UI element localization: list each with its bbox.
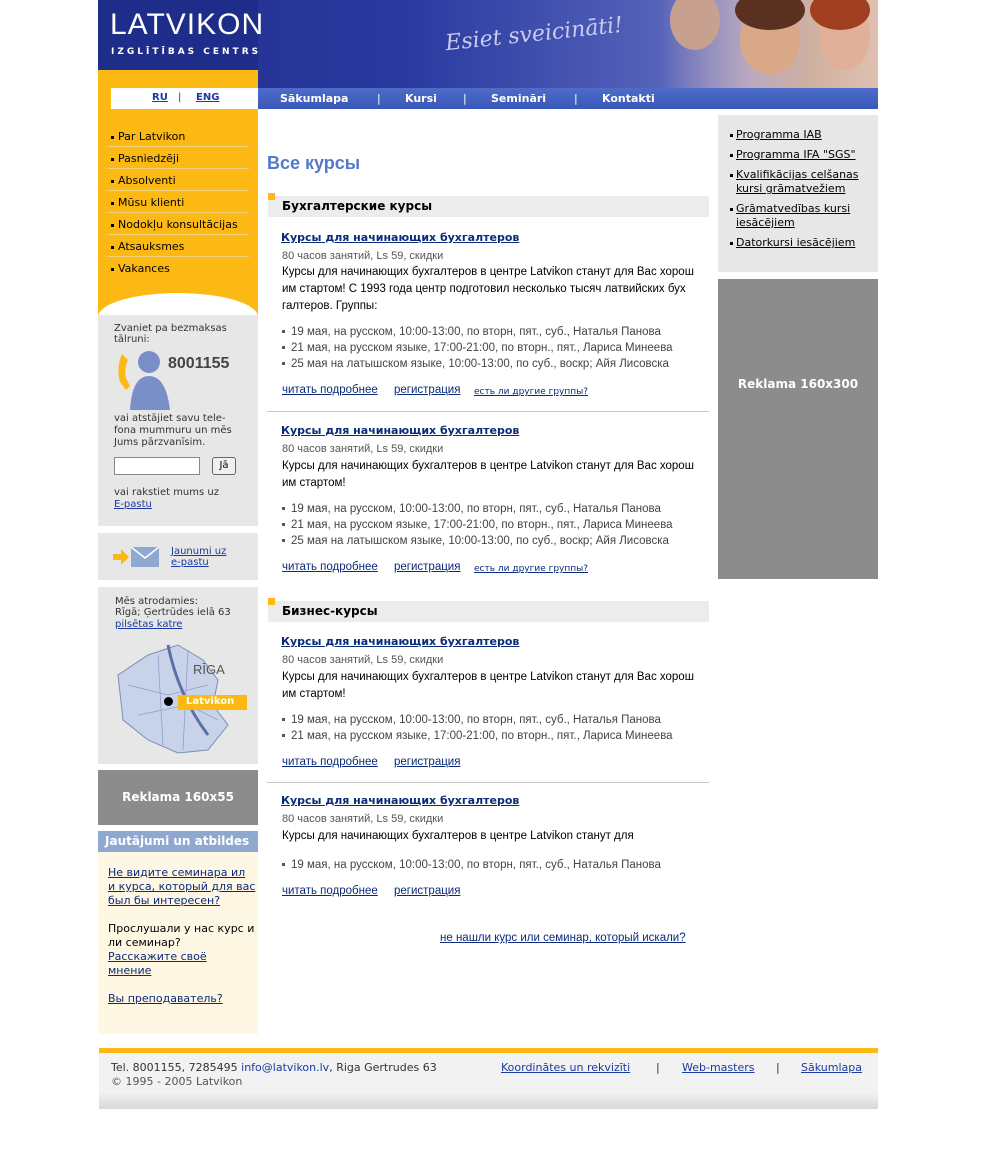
call-text: Jums pārzvanīsim. (114, 437, 206, 448)
left-menu-label: Nodokļu konsultācijas (118, 218, 238, 231)
group-text: 25 мая на латышском языке, 10:00-13:00, по суб., воскр; Айя Лисовска (291, 535, 669, 547)
bullet-icon (282, 330, 285, 333)
nav-seminars[interactable]: Semināri (491, 92, 547, 105)
right-link[interactable]: Grāmatvedības kursi iesācējiem (736, 202, 851, 229)
read-more-link[interactable]: читать подробнее (282, 885, 378, 897)
map-pin-label: Latvikon (178, 695, 247, 710)
course-group (282, 503, 661, 515)
course-title-link[interactable]: Курсы для начинающих бухгалтеров (281, 635, 520, 648)
other-groups-link[interactable]: есть ли другие группы? (474, 564, 589, 574)
other-groups-link[interactable]: есть ли другие группы? (474, 387, 589, 397)
call-text: tālruni: (114, 334, 150, 345)
not-found-link[interactable]: не нашли курс или семинар, который искали? (440, 932, 686, 944)
page-title: Все курсы (267, 153, 361, 173)
phone-input[interactable] (114, 457, 200, 475)
lang-ru-link[interactable]: RU (152, 92, 168, 103)
nav-contacts[interactable]: Kontakti (602, 92, 655, 105)
course-group (282, 519, 673, 531)
bullet-icon (111, 136, 114, 139)
faq-link[interactable]: Не видите семинара ил (108, 866, 246, 879)
footer (99, 1053, 878, 1109)
bullet-icon (111, 268, 114, 271)
group-text: 19 мая, на русском, 10:00-13:00, по вторн, пят., суб., Наталья Панова (291, 859, 661, 871)
right-link-item (730, 128, 870, 142)
course-description: галтеров. Группы: (282, 300, 378, 312)
left-menu-item[interactable] (107, 191, 249, 213)
footer-email-link[interactable]: info@latvikon.lv (241, 1061, 330, 1074)
read-more-link[interactable]: читать подробнее (282, 756, 378, 768)
right-link-item (730, 148, 870, 162)
course-meta: 80 часов занятий, Ls 59, скидки (282, 813, 444, 825)
right-link-item (730, 202, 870, 230)
nav-courses[interactable]: Kursi (405, 92, 437, 105)
faq-title: Jautājumi un atbildes (98, 831, 258, 852)
faq-link[interactable]: Вы преподаватель? (108, 992, 223, 1005)
bullet-icon (111, 246, 114, 249)
footer-link-home[interactable]: Sākumlapa (801, 1061, 862, 1074)
bullet-icon (111, 202, 114, 205)
phone-number: 8001155 (168, 355, 230, 372)
right-link[interactable]: Programma IFA "SGS" (736, 148, 856, 161)
bullet-icon (282, 507, 285, 510)
course-description: Курсы для начинающих бухгалтеров в центре Latvikon станут для Вас хорош (282, 266, 694, 278)
newsletter-box (98, 533, 258, 580)
right-link[interactable]: Programma IAB (736, 128, 822, 141)
bullet-icon (282, 346, 285, 349)
group-text: 19 мая, на русском, 10:00-13:00, по вторн, пят., суб., Наталья Панова (291, 714, 661, 726)
left-menu-item[interactable] (107, 213, 249, 235)
footer-contacts (111, 1061, 437, 1074)
course-description: Курсы для начинающих бухгалтеров в центре Latvikon станут для Вас хорош (282, 460, 694, 472)
main-nav (258, 88, 878, 109)
right-link-item (730, 236, 870, 250)
bullet-icon (730, 208, 733, 211)
right-link-item (730, 168, 870, 196)
location-box (98, 587, 258, 764)
nav-home[interactable]: Sākumlapa (280, 92, 349, 105)
left-menu-item[interactable] (107, 235, 249, 257)
left-menu-item[interactable] (107, 125, 249, 147)
footer-link-coordinates[interactable]: Koordinātes un rekvizīti (501, 1061, 631, 1074)
course-group (282, 730, 673, 742)
course-group (282, 342, 673, 354)
course-description: им стартом! (282, 477, 346, 489)
ad-banner-small[interactable]: Reklama 160x55 (98, 770, 258, 825)
bullet-icon (730, 174, 733, 177)
group-text: 21 мая, на русском языке, 17:00-21:00, по вторн., пят., Лариса Минеева (291, 519, 673, 531)
bullet-icon (282, 734, 285, 737)
footer-link-webmasters[interactable]: Web-masters (682, 1061, 755, 1074)
email-link[interactable]: E-pastu (114, 499, 152, 510)
course-meta: 80 часов занятий, Ls 59, скидки (282, 250, 444, 262)
group-text: 19 мая, на русском, 10:00-13:00, по вторн, пят., суб., Наталья Панова (291, 326, 661, 338)
bullet-icon (111, 180, 114, 183)
bullet-icon (730, 242, 733, 245)
footer-separator: | (656, 1061, 660, 1074)
nav-separator: | (377, 92, 381, 105)
course-group (282, 859, 661, 871)
read-more-link[interactable]: читать подробнее (282, 384, 378, 396)
call-text: vai rakstiet mums uz (114, 487, 219, 498)
newsletter-link[interactable]: e-pastu (171, 557, 209, 568)
bullet-icon (111, 158, 114, 161)
read-more-link[interactable]: читать подробнее (282, 561, 378, 573)
left-menu-label: Vakances (118, 262, 170, 275)
call-text: Zvaniet pa bezmaksas (114, 323, 227, 334)
faq-text: Прослушали у нас курс и (108, 922, 255, 935)
footer-copyright: © 1995 - 2005 Latvikon (111, 1075, 243, 1088)
call-text: vai atstājiet savu tele- (114, 413, 226, 424)
bullet-icon (282, 539, 285, 542)
footer-separator: | (776, 1061, 780, 1074)
course-title-link[interactable]: Курсы для начинающих бухгалтеров (281, 794, 520, 807)
phone-person-icon (114, 348, 174, 410)
left-menu-label: Absolventi (118, 174, 176, 187)
footer-address: , Riga Gertrudes 63 (329, 1061, 437, 1074)
nav-separator: | (574, 92, 578, 105)
course-description: им стартом! (282, 688, 346, 700)
section-title: Бизнес-курсы (282, 604, 378, 618)
map-city-label: RĪGA (193, 662, 225, 677)
bullet-icon (730, 154, 733, 157)
course-description: Курсы для начинающих бухгалтеров в центре Latvikon станут для (282, 830, 634, 842)
bullet-icon (730, 134, 733, 137)
section-header (268, 196, 709, 217)
group-text: 21 мая, на русском языке, 17:00-21:00, по вторн., пят., Лариса Минеева (291, 342, 673, 354)
divider (267, 411, 709, 412)
group-text: 19 мая, на русском, 10:00-13:00, по вторн, пят., суб., Наталья Панова (291, 503, 661, 515)
bullet-icon (111, 224, 114, 227)
faq-link[interactable]: и курса, который для вас (108, 880, 256, 893)
register-link[interactable]: регистрация (394, 756, 461, 768)
city-map-link[interactable]: pilsētas katre (115, 619, 183, 630)
course-meta: 80 часов занятий, Ls 59, скидки (282, 443, 444, 455)
left-menu-label: Atsauksmes (118, 240, 185, 253)
course-group (282, 535, 669, 547)
submit-phone-button[interactable]: Jā (212, 457, 236, 475)
left-menu-item[interactable] (107, 147, 249, 169)
envelope-icon (131, 547, 159, 567)
faq-text: ли семинар? (108, 936, 181, 949)
course-group (282, 326, 661, 338)
section-header (268, 601, 709, 622)
divider (267, 782, 709, 783)
course-group (282, 714, 661, 726)
ad-banner-large[interactable]: Reklama 160x300 (718, 279, 878, 579)
course-description: им стартом! С 1993 года центр подготовил несколько тысяч латвийских бух (282, 283, 686, 295)
faq-link[interactable]: был бы интересен? (108, 894, 221, 907)
group-text: 25 мая на латышском языке, 10:00-13:00, по суб., воскр; Айя Лисовска (291, 358, 669, 370)
lang-eng-link[interactable]: ENG (196, 92, 220, 103)
lang-separator: | (178, 92, 182, 103)
right-link[interactable]: Datorkursi iesācējiem (736, 236, 856, 249)
bullet-icon (282, 362, 285, 365)
call-back-box (98, 315, 258, 526)
bullet-icon (282, 718, 285, 721)
left-menu-item[interactable] (107, 169, 249, 191)
course-description: Курсы для начинающих бухгалтеров в центре Latvikon станут для Вас хорош (282, 671, 694, 683)
map-pin-icon (164, 697, 173, 706)
bullet-icon (282, 523, 285, 526)
newsletter-link[interactable]: Jaunumi uz (171, 546, 227, 557)
faq-link[interactable]: Расскажите своё (108, 950, 207, 963)
language-switcher (111, 88, 258, 109)
faq-link[interactable]: мнение (108, 964, 152, 977)
course-title-link[interactable]: Курсы для начинающих бухгалтеров (281, 424, 520, 437)
left-menu-label: Mūsu klienti (118, 196, 185, 209)
course-title-link[interactable]: Курсы для начинающих бухгалтеров (281, 231, 520, 244)
location-text: Mēs atrodamies: (115, 596, 198, 607)
section-square-icon (268, 598, 275, 605)
left-menu-item[interactable] (107, 257, 249, 279)
register-link[interactable]: регистрация (394, 561, 461, 573)
location-text: Rīgā; Ģertrūdes ielā 63 (115, 607, 231, 618)
right-link[interactable]: Kvalifikācijas celšanas kursi grāmatvežiem (736, 168, 859, 195)
logo[interactable]: LATVIKON (110, 8, 265, 41)
course-group (282, 358, 669, 370)
tagline: Esiet sveicināti! (444, 12, 625, 57)
section-square-icon (268, 193, 275, 200)
left-menu-label: Par Latvikon (118, 130, 186, 143)
group-text: 21 мая, на русском языке, 17:00-21:00, по вторн., пят., Лариса Минеева (291, 730, 673, 742)
arrow-right-icon (113, 549, 129, 565)
nav-separator: | (463, 92, 467, 105)
left-menu-label: Pasniedzēji (118, 152, 180, 165)
footer-phone: Tel. 8001155, 7285495 (111, 1061, 242, 1074)
register-link[interactable]: регистрация (394, 384, 461, 396)
section-title: Бухгалтерские курсы (282, 199, 433, 213)
header-photo (660, 0, 878, 88)
call-text: fona mummuru un mēs (114, 425, 232, 436)
course-meta: 80 часов занятий, Ls 59, скидки (282, 654, 444, 666)
bullet-icon (282, 863, 285, 866)
register-link[interactable]: регистрация (394, 885, 461, 897)
logo-subtitle: IZGLĪTĪBAS CENTRS (111, 47, 262, 57)
